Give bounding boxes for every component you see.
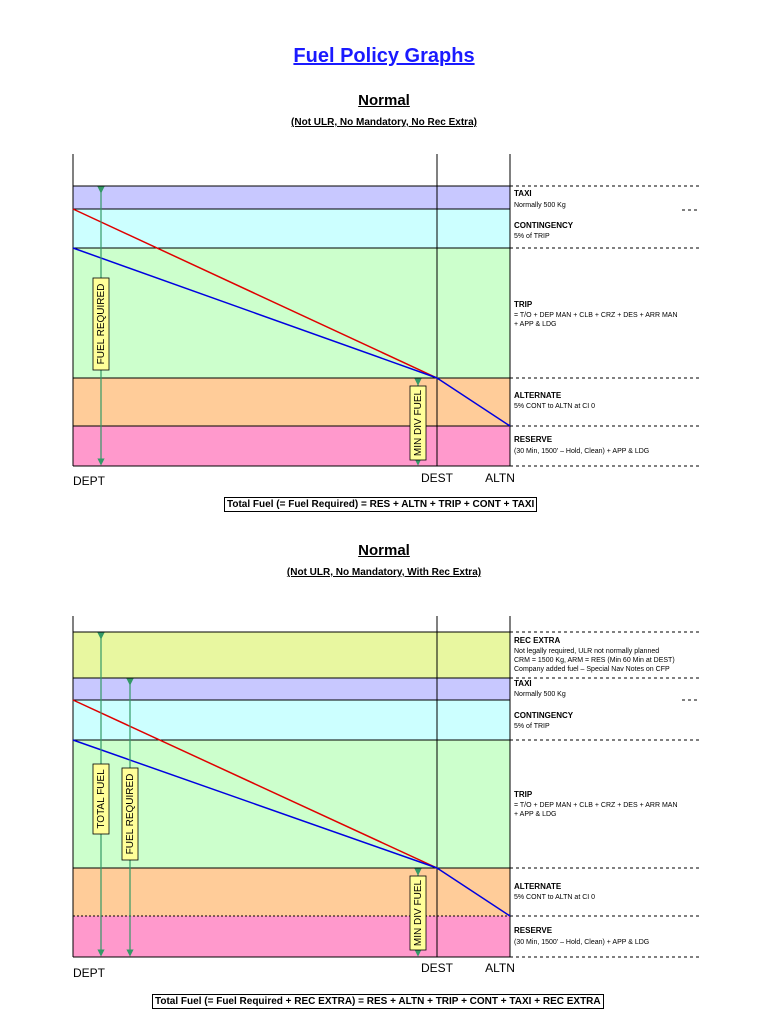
taxi-desc: Normally 500 Kg (514, 202, 566, 209)
min-div-fuel-label: MIN DIV FUEL (413, 389, 424, 457)
fuel-required-label: FUEL REQUIRED (96, 283, 107, 365)
taxi-band (73, 678, 510, 700)
taxi-name: TAXI (514, 189, 532, 198)
rec-extra-band (73, 632, 510, 678)
graph1-subheading: (Not ULR, No Mandatory, No Rec Extra) (291, 117, 477, 128)
trip-name: TRIP (514, 300, 533, 309)
fuel-required-label: FUEL REQUIRED (125, 773, 136, 855)
graph1-formula: Total Fuel (= Fuel Required) = RES + ALTN + TRIP + CONT + TAXI (224, 497, 537, 512)
trip-band (73, 248, 510, 378)
page-title: Fuel Policy Graphs (293, 45, 475, 67)
trip-name: TRIP (514, 790, 533, 799)
taxi-desc: Normally 500 Kg (514, 691, 566, 698)
alternate-band (73, 378, 510, 426)
contingency-band (73, 700, 510, 740)
reserve-desc: (30 Min, 1500' – Hold, Clean) + APP & LDG (514, 448, 650, 455)
trip-desc-2: + APP & LDG (514, 321, 557, 328)
dept-label: DEPT (73, 474, 106, 488)
contingency-name: CONTINGENCY (514, 221, 574, 230)
trip-desc-1: = T/O + DEP MAN + CLB + CRZ + DES + ARR MAN (514, 802, 678, 809)
dest-label: DEST (420, 961, 454, 975)
altn-label: ALTN (485, 471, 515, 485)
altn-label: ALTN (485, 961, 515, 975)
taxi-name: TAXI (514, 679, 532, 688)
alternate-desc: 5% CONT to ALTN at CI 0 (514, 894, 596, 901)
graph2-subheading: (Not ULR, No Mandatory, With Rec Extra) (286, 567, 482, 578)
reserve-name: RESERVE (514, 435, 553, 444)
reserve-desc: (30 Min, 1500' – Hold, Clean) + APP & LDG (514, 939, 650, 946)
rec-extra-desc-1: Not legally required, ULR not normally planned (514, 648, 660, 655)
contingency-name: CONTINGENCY (514, 711, 574, 720)
alternate-name: ALTERNATE (514, 882, 562, 891)
trip-band (73, 740, 510, 868)
reserve-band (73, 426, 510, 466)
dest-label: DEST (420, 471, 454, 485)
contingency-desc: 5% of TRIP (514, 723, 550, 730)
contingency-band (73, 209, 510, 248)
graph2-diagram (0, 600, 768, 990)
reserve-name: RESERVE (514, 926, 553, 935)
contingency-desc: 5% of TRIP (514, 233, 550, 240)
alternate-name: ALTERNATE (514, 391, 562, 400)
graph2-heading: Normal (358, 542, 410, 559)
rec-extra-desc-3: Company added fuel – Special Nav Notes on CFP (514, 666, 670, 673)
alternate-band (73, 868, 510, 916)
taxi-band (73, 186, 510, 209)
rec-extra-name: REC EXTRA (514, 636, 561, 645)
trip-desc-2: + APP & LDG (514, 811, 557, 818)
dept-label: DEPT (73, 966, 106, 980)
rec-extra-desc-2: CRM = 1500 Kg, ARM = RES (Min 60 Min at DEST) (514, 657, 675, 664)
total-fuel-label: TOTAL FUEL (96, 769, 107, 829)
min-div-fuel-label: MIN DIV FUEL (413, 879, 424, 947)
trip-desc-1: = T/O + DEP MAN + CLB + CRZ + DES + ARR MAN (514, 312, 678, 319)
graph2-formula: Total Fuel (= Fuel Required + REC EXTRA) = RES + ALTN + TRIP + CONT + TAXI + REC EXTRA (152, 994, 604, 1009)
alternate-desc: 5% CONT to ALTN at CI 0 (514, 403, 596, 410)
graph1-heading: Normal (358, 92, 410, 109)
graph1-diagram (0, 150, 768, 530)
reserve-band (73, 916, 510, 957)
